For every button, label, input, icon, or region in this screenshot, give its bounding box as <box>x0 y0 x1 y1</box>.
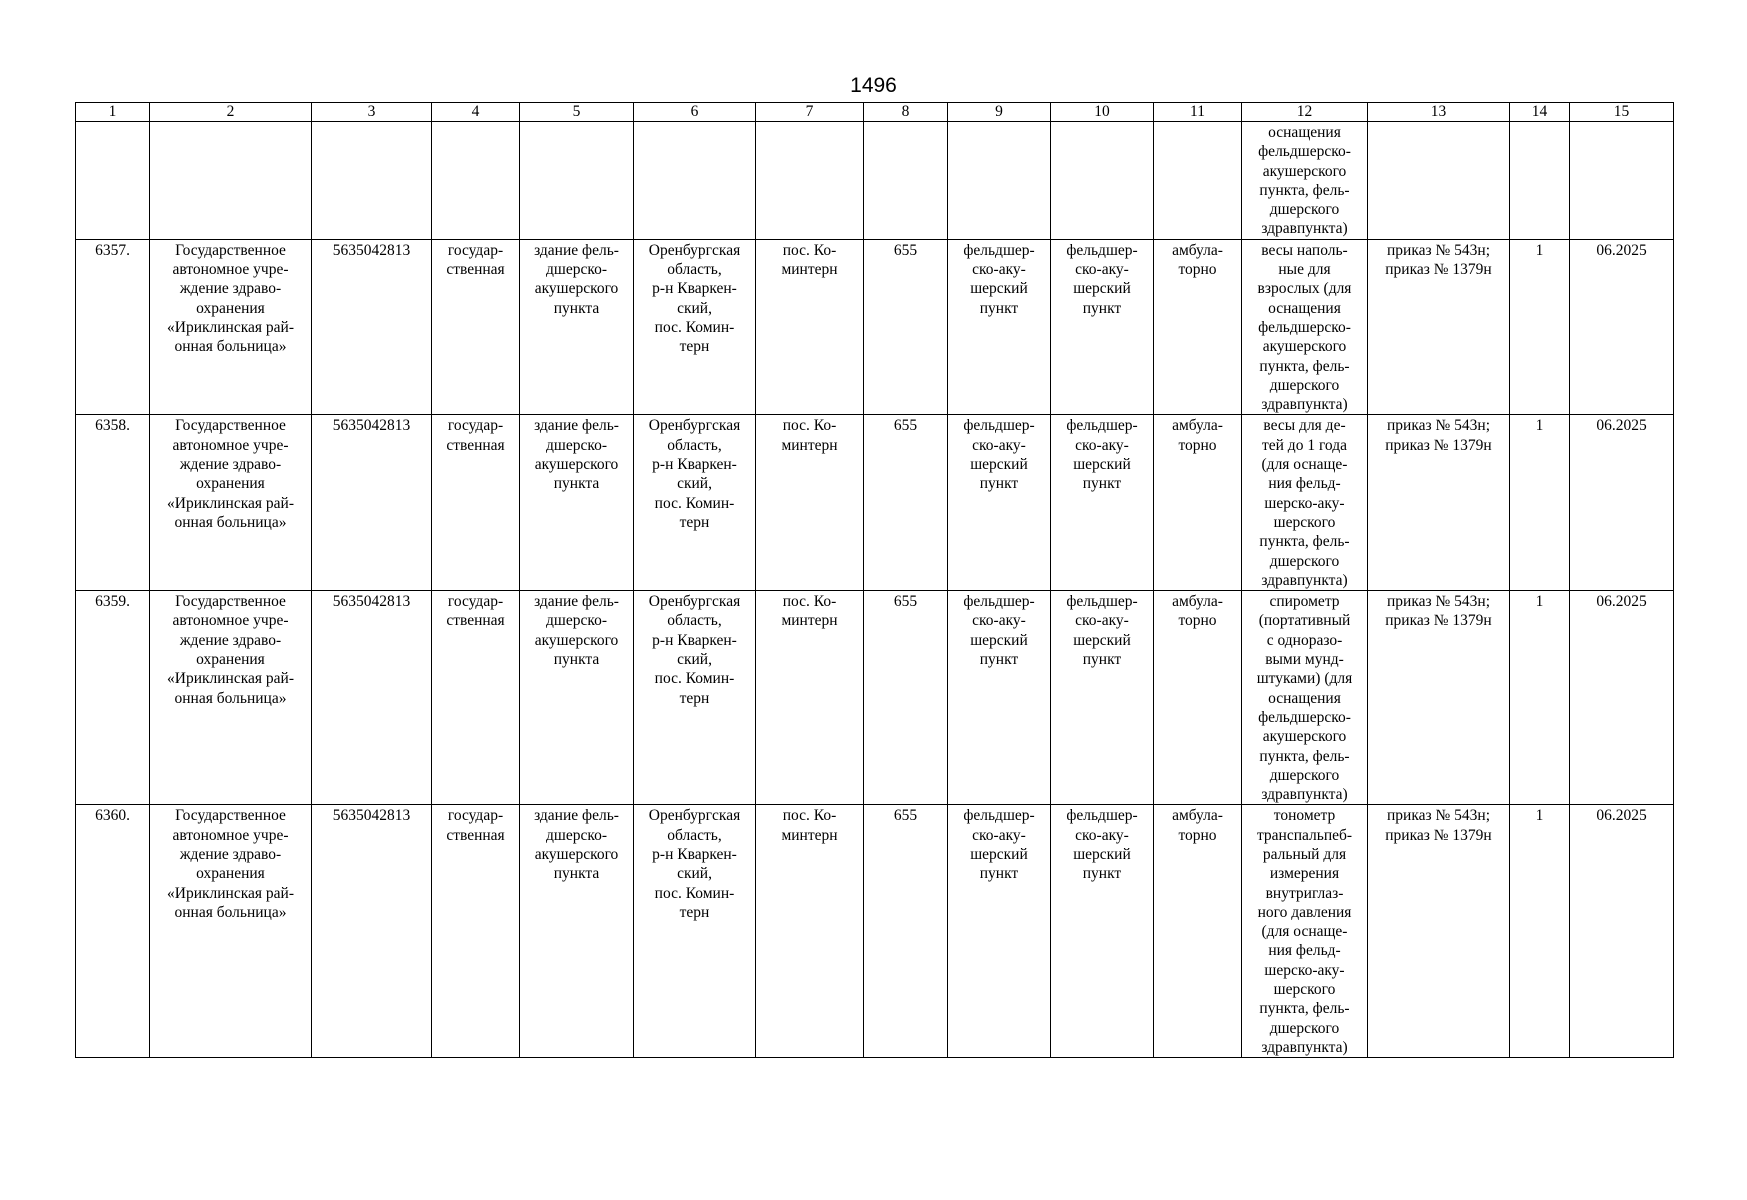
building-cell: здание фель- дшерско- акушерского пункта <box>520 805 634 1058</box>
care-type-cell: амбула- торно <box>1154 239 1242 415</box>
basis-cell: приказ № 543н; приказ № 1379н <box>1368 239 1510 415</box>
empty-cell <box>312 122 432 240</box>
equipment-cell: весы наполь- ные для взрослых (для оснащения фельдшерско- акушерского пункта, фель- дшерского здравпункта) <box>1242 239 1368 415</box>
column-number-header: 4 <box>432 103 520 122</box>
address-cell: Оренбургская область, р-н Кваркен- ский, пос. Комин- терн <box>634 805 756 1058</box>
equipment-registry-table <box>75 102 1674 1058</box>
quantity-cell: 1 <box>1510 239 1570 415</box>
column-number-header: 11 <box>1154 103 1242 122</box>
quantity-cell: 1 <box>1510 415 1570 591</box>
settlement-cell: пос. Ко- минтерн <box>756 239 864 415</box>
column-number-header: 12 <box>1242 103 1368 122</box>
inn-cell: 5635042813 <box>312 239 432 415</box>
column-number-header: 13 <box>1368 103 1510 122</box>
table-row <box>76 239 1674 415</box>
inn-cell: 5635042813 <box>312 805 432 1058</box>
care-type-cell: амбула- торно <box>1154 415 1242 591</box>
code-cell: 655 <box>864 239 948 415</box>
column-number-row <box>76 103 1674 122</box>
equipment-cell: оснащения фельдшерско- акушерского пункта, фель- дшерского здравпункта) <box>1242 122 1368 240</box>
date-cell: 06.2025 <box>1570 239 1674 415</box>
ownership-cell: государ- ственная <box>432 239 520 415</box>
unit-cell: фельдшер- ско-аку- шерский пункт <box>948 591 1051 805</box>
empty-cell <box>1570 122 1674 240</box>
organization-cell: Государственное автономное учре- ждение здраво- охранения «Ириклинская рай- онная больница» <box>150 591 312 805</box>
page-number: 1496 <box>850 74 897 97</box>
subunit-cell: фельдшер- ско-аку- шерский пункт <box>1051 805 1154 1058</box>
continuation-row <box>76 122 1674 240</box>
column-number-header: 15 <box>1570 103 1674 122</box>
code-cell: 655 <box>864 591 948 805</box>
building-cell: здание фель- дшерско- акушерского пункта <box>520 239 634 415</box>
subunit-cell: фельдшер- ско-аку- шерский пункт <box>1051 591 1154 805</box>
basis-cell: приказ № 543н; приказ № 1379н <box>1368 415 1510 591</box>
organization-cell: Государственное автономное учре- ждение здраво- охранения «Ириклинская рай- онная больница» <box>150 239 312 415</box>
column-number-header: 8 <box>864 103 948 122</box>
quantity-cell: 1 <box>1510 591 1570 805</box>
equipment-cell: спирометр (портативный с одноразо- выми мунд- штуками) (для оснащения фельдшерско- акушерского пункта, фель- дшерского здравпункта) <box>1242 591 1368 805</box>
empty-cell <box>1368 122 1510 240</box>
ownership-cell: государ- ственная <box>432 591 520 805</box>
ownership-cell: государ- ственная <box>432 805 520 1058</box>
empty-cell <box>1051 122 1154 240</box>
equipment-cell: весы для де- тей до 1 года (для оснаще- ния фельд- шерско-аку- шерского пункта, фель- дшерского здравпункта) <box>1242 415 1368 591</box>
settlement-cell: пос. Ко- минтерн <box>756 805 864 1058</box>
code-cell: 655 <box>864 805 948 1058</box>
empty-cell <box>76 122 150 240</box>
column-number-header: 1 <box>76 103 150 122</box>
empty-cell <box>634 122 756 240</box>
code-cell: 655 <box>864 415 948 591</box>
empty-cell <box>1154 122 1242 240</box>
empty-cell <box>1510 122 1570 240</box>
row-number-cell: 6359. <box>76 591 150 805</box>
column-number-header: 5 <box>520 103 634 122</box>
organization-cell: Государственное автономное учре- ждение здраво- охранения «Ириклинская рай- онная больница» <box>150 415 312 591</box>
unit-cell: фельдшер- ско-аку- шерский пункт <box>948 239 1051 415</box>
unit-cell: фельдшер- ско-аку- шерский пункт <box>948 415 1051 591</box>
care-type-cell: амбула- торно <box>1154 805 1242 1058</box>
column-number-header: 10 <box>1051 103 1154 122</box>
table-row <box>76 415 1674 591</box>
unit-cell: фельдшер- ско-аку- шерский пункт <box>948 805 1051 1058</box>
column-number-header: 3 <box>312 103 432 122</box>
date-cell: 06.2025 <box>1570 591 1674 805</box>
subunit-cell: фельдшер- ско-аку- шерский пункт <box>1051 239 1154 415</box>
empty-cell <box>864 122 948 240</box>
column-number-header: 2 <box>150 103 312 122</box>
column-number-header: 7 <box>756 103 864 122</box>
empty-cell <box>150 122 312 240</box>
column-number-header: 6 <box>634 103 756 122</box>
basis-cell: приказ № 543н; приказ № 1379н <box>1368 805 1510 1058</box>
basis-cell: приказ № 543н; приказ № 1379н <box>1368 591 1510 805</box>
inn-cell: 5635042813 <box>312 415 432 591</box>
empty-cell <box>756 122 864 240</box>
building-cell: здание фель- дшерско- акушерского пункта <box>520 591 634 805</box>
table-row <box>76 805 1674 1058</box>
row-number-cell: 6360. <box>76 805 150 1058</box>
ownership-cell: государ- ственная <box>432 415 520 591</box>
table-row <box>76 591 1674 805</box>
address-cell: Оренбургская область, р-н Кваркен- ский, пос. Комин- терн <box>634 239 756 415</box>
subunit-cell: фельдшер- ско-аку- шерский пункт <box>1051 415 1154 591</box>
column-number-header: 9 <box>948 103 1051 122</box>
address-cell: Оренбургская область, р-н Кваркен- ский, пос. Комин- терн <box>634 591 756 805</box>
row-number-cell: 6358. <box>76 415 150 591</box>
equipment-cell: тонометр транспальпеб- ральный для измерения внутриглаз- ного давления (для оснаще- ния фельд- шерско-аку- шерского пункта, фель- дшерского здравпункта) <box>1242 805 1368 1058</box>
empty-cell <box>948 122 1051 240</box>
settlement-cell: пос. Ко- минтерн <box>756 415 864 591</box>
date-cell: 06.2025 <box>1570 415 1674 591</box>
column-number-header: 14 <box>1510 103 1570 122</box>
empty-cell <box>520 122 634 240</box>
date-cell: 06.2025 <box>1570 805 1674 1058</box>
building-cell: здание фель- дшерско- акушерского пункта <box>520 415 634 591</box>
address-cell: Оренбургская область, р-н Кваркен- ский, пос. Комин- терн <box>634 415 756 591</box>
organization-cell: Государственное автономное учре- ждение здраво- охранения «Ириклинская рай- онная больница» <box>150 805 312 1058</box>
empty-cell <box>432 122 520 240</box>
row-number-cell: 6357. <box>76 239 150 415</box>
quantity-cell: 1 <box>1510 805 1570 1058</box>
settlement-cell: пос. Ко- минтерн <box>756 591 864 805</box>
inn-cell: 5635042813 <box>312 591 432 805</box>
care-type-cell: амбула- торно <box>1154 591 1242 805</box>
